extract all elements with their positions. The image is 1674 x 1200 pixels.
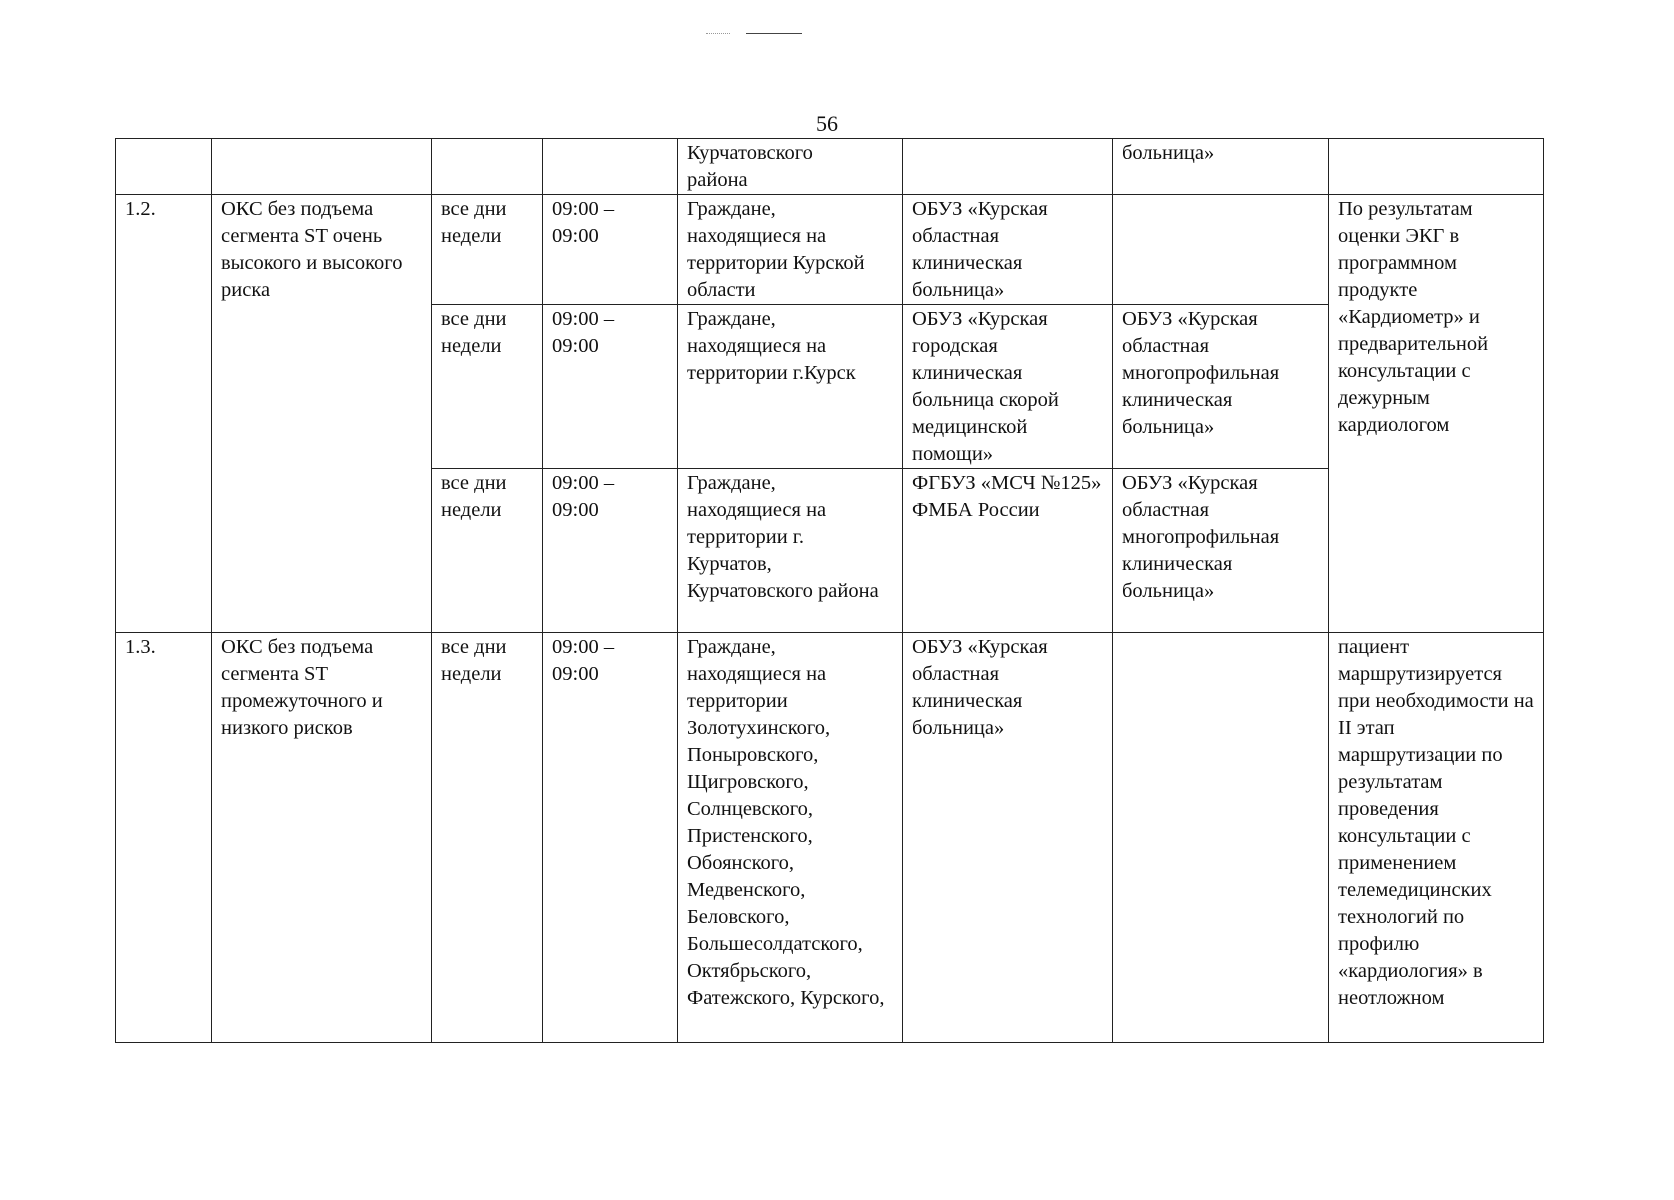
cell-secondary-facility: больница» bbox=[1113, 139, 1329, 195]
cell-population: Курчатовского района bbox=[678, 139, 903, 195]
cell-secondary-facility: ОБУЗ «Курская областная многопрофильная клиническая больница» bbox=[1113, 305, 1329, 469]
cell-num: 1.3. bbox=[116, 633, 212, 1043]
cell-population: Граждане, находящиеся на территории г. Курчатов, Курчатовского района bbox=[678, 469, 903, 633]
cell-time bbox=[543, 139, 678, 195]
table-row-continued bbox=[116, 139, 1544, 195]
cell-secondary-facility bbox=[1113, 195, 1329, 305]
cell-days: все дни недели bbox=[432, 195, 543, 305]
cell-primary-facility: ОБУЗ «Курская областная клиническая больница» bbox=[903, 195, 1113, 305]
cell-num bbox=[116, 139, 212, 195]
cell-population: Граждане, находящиеся на территории Золотухинского, Поныровского, Щигровского, Солнцевского, Пристенского, Обоянского, Медвенского, Беловского, Большесолдатского, Октябрьского, Фатежского, Курского, bbox=[678, 633, 903, 1043]
cell-num: 1.2. bbox=[116, 195, 212, 633]
routing-table bbox=[115, 138, 1544, 1043]
cell-days bbox=[432, 139, 543, 195]
cell-time: 09:00 – 09:00 bbox=[543, 305, 678, 469]
cell-secondary-facility bbox=[1113, 633, 1329, 1043]
table-row-1-2a bbox=[116, 195, 1544, 305]
cell-note: пациент маршрутизируется при необходимости на II этап маршрутизации по результатам проведения консультации с применением телемедицинских технологий по профилю «кардиология» в неотложном bbox=[1329, 633, 1544, 1043]
scan-mark-dotted bbox=[706, 33, 730, 34]
cell-population: Граждане, находящиеся на территории Курской области bbox=[678, 195, 903, 305]
cell-days: все дни недели bbox=[432, 469, 543, 633]
cell-time: 09:00 – 09:00 bbox=[543, 195, 678, 305]
cell-population: Граждане, находящиеся на территории г.Курск bbox=[678, 305, 903, 469]
table-row-1-3 bbox=[116, 633, 1544, 1043]
cell-primary-facility: ОБУЗ «Курская городская клиническая больница скорой медицинской помощи» bbox=[903, 305, 1113, 469]
cell-time: 09:00 – 09:00 bbox=[543, 469, 678, 633]
cell-note: По результатам оценки ЭКГ в программном продукте «Кардиометр» и предварительной консультации с дежурным кардиологом bbox=[1329, 195, 1544, 633]
cell-condition: ОКС без подъема сегмента ST очень высокого и высокого риска bbox=[212, 195, 432, 633]
cell-condition bbox=[212, 139, 432, 195]
cell-days: все дни недели bbox=[432, 305, 543, 469]
cell-primary-facility: ОБУЗ «Курская областная клиническая больница» bbox=[903, 633, 1113, 1043]
scan-mark-line bbox=[746, 33, 802, 34]
cell-note bbox=[1329, 139, 1544, 195]
cell-condition: ОКС без подъема сегмента ST промежуточного и низкого рисков bbox=[212, 633, 432, 1043]
page-number: 56 bbox=[816, 111, 838, 136]
cell-secondary-facility: ОБУЗ «Курская областная многопрофильная клиническая больница» bbox=[1113, 469, 1329, 633]
cell-primary-facility: ФГБУЗ «МСЧ №125» ФМБА России bbox=[903, 469, 1113, 633]
cell-days: все дни недели bbox=[432, 633, 543, 1043]
cell-time: 09:00 – 09:00 bbox=[543, 633, 678, 1043]
cell-primary-facility bbox=[903, 139, 1113, 195]
